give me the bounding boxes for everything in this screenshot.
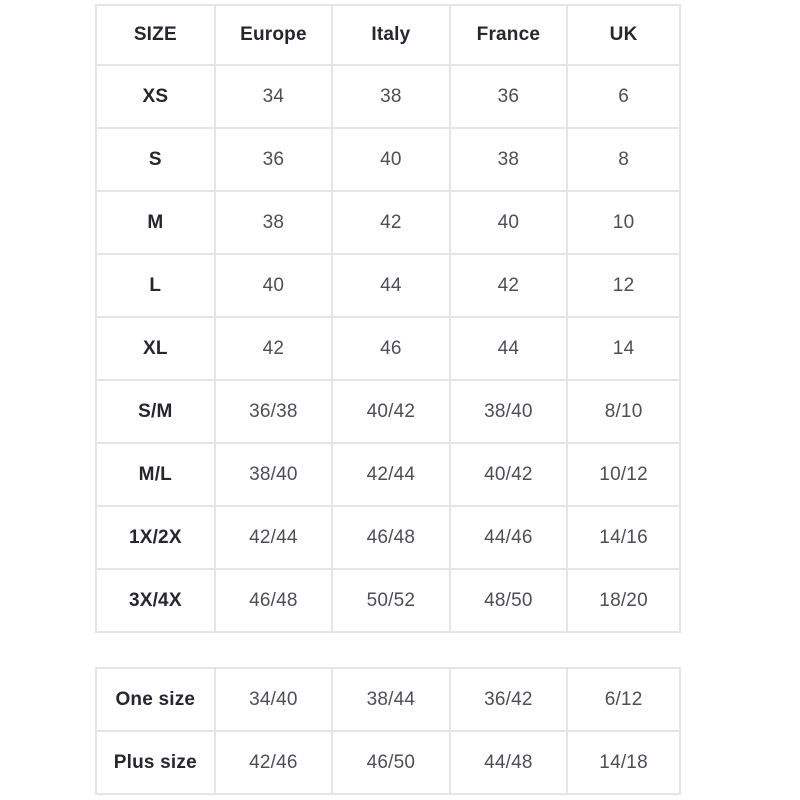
table-row — [96, 65, 680, 128]
size-label: Plus size — [96, 731, 215, 794]
italy-value: 46/50 — [332, 731, 450, 794]
header-france: France — [450, 5, 568, 65]
table-row — [96, 380, 680, 443]
table-row — [96, 191, 680, 254]
size-label: L — [96, 254, 215, 317]
size-label: M — [96, 191, 215, 254]
uk-value: 14/18 — [567, 731, 680, 794]
europe-value: 34 — [215, 65, 333, 128]
uk-value: 14/16 — [567, 506, 680, 569]
size-label: 3X/4X — [96, 569, 215, 632]
france-value: 36/42 — [450, 668, 568, 731]
size-label: XS — [96, 65, 215, 128]
size-label: S/M — [96, 380, 215, 443]
italy-value: 40/42 — [332, 380, 450, 443]
italy-value: 38/44 — [332, 668, 450, 731]
italy-value: 44 — [332, 254, 450, 317]
table-row — [96, 317, 680, 380]
europe-value: 42/46 — [215, 731, 333, 794]
uk-value: 10 — [567, 191, 680, 254]
italy-value: 50/52 — [332, 569, 450, 632]
france-value: 40/42 — [450, 443, 568, 506]
size-conversion-table — [95, 4, 681, 633]
size-label: XL — [96, 317, 215, 380]
france-value: 44 — [450, 317, 568, 380]
uk-value: 8/10 — [567, 380, 680, 443]
uk-value: 18/20 — [567, 569, 680, 632]
header-uk: UK — [567, 5, 680, 65]
france-value: 44/46 — [450, 506, 568, 569]
table-row — [96, 254, 680, 317]
uk-value: 10/12 — [567, 443, 680, 506]
header-size-column: SIZE — [96, 5, 215, 65]
table-row — [96, 668, 680, 731]
size-label: One size — [96, 668, 215, 731]
size-label: 1X/2X — [96, 506, 215, 569]
uk-value: 8 — [567, 128, 680, 191]
table-header-row — [96, 5, 680, 65]
table-row — [96, 128, 680, 191]
italy-value: 42 — [332, 191, 450, 254]
europe-value: 46/48 — [215, 569, 333, 632]
europe-value: 38 — [215, 191, 333, 254]
europe-value: 42 — [215, 317, 333, 380]
table-row — [96, 731, 680, 794]
table-row — [96, 506, 680, 569]
uk-value: 6/12 — [567, 668, 680, 731]
special-sizes-table — [95, 667, 681, 795]
france-value: 38/40 — [450, 380, 568, 443]
europe-value: 34/40 — [215, 668, 333, 731]
italy-value: 46/48 — [332, 506, 450, 569]
italy-value: 42/44 — [332, 443, 450, 506]
europe-value: 38/40 — [215, 443, 333, 506]
italy-value: 46 — [332, 317, 450, 380]
france-value: 40 — [450, 191, 568, 254]
france-value: 42 — [450, 254, 568, 317]
italy-value: 40 — [332, 128, 450, 191]
france-value: 48/50 — [450, 569, 568, 632]
uk-value: 14 — [567, 317, 680, 380]
europe-value: 36/38 — [215, 380, 333, 443]
size-label: S — [96, 128, 215, 191]
europe-value: 42/44 — [215, 506, 333, 569]
italy-value: 38 — [332, 65, 450, 128]
header-europe: Europe — [215, 5, 333, 65]
europe-value: 36 — [215, 128, 333, 191]
europe-value: 40 — [215, 254, 333, 317]
table-row — [96, 569, 680, 632]
france-value: 36 — [450, 65, 568, 128]
size-label: M/L — [96, 443, 215, 506]
uk-value: 12 — [567, 254, 680, 317]
header-italy: Italy — [332, 5, 450, 65]
france-value: 38 — [450, 128, 568, 191]
france-value: 44/48 — [450, 731, 568, 794]
table-row — [96, 443, 680, 506]
uk-value: 6 — [567, 65, 680, 128]
